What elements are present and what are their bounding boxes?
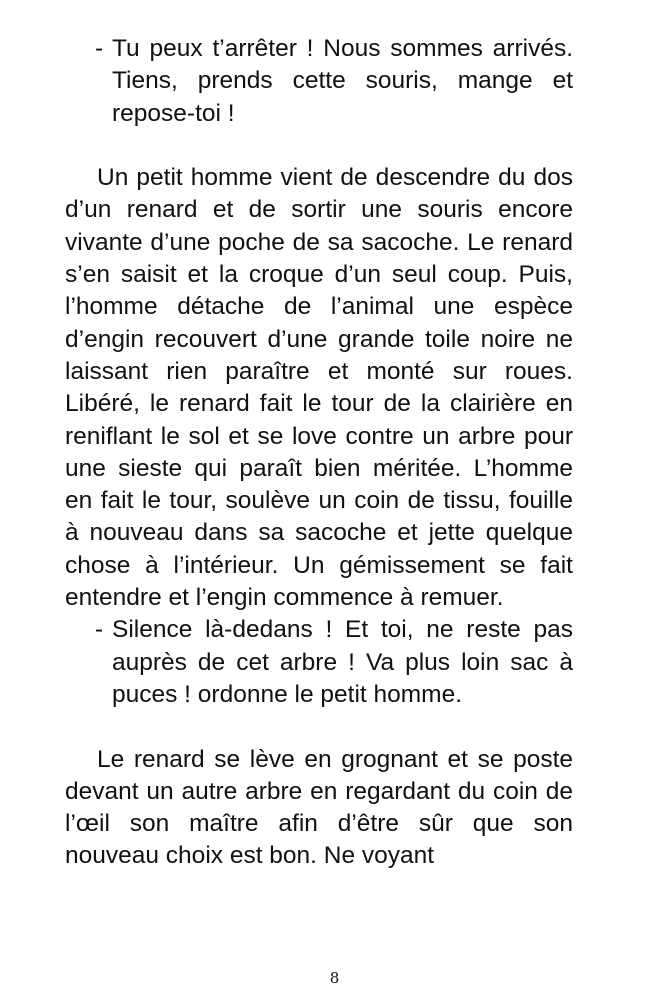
page-text bbox=[65, 33, 573, 873]
dialogue-dash: - bbox=[95, 616, 104, 644]
paragraph-2: Le renard se lève en grognant et se poste devant un autre arbre en regardant du coin de l’œil son maître afin d’être sûr que son nouveau choix est bon. Ne voyant bbox=[65, 745, 573, 870]
dialogue-text: Silence là-dedans ! Et toi, ne reste pas auprès de cet arbre ! Va plus loin sac à puces ! ordonne le petit homme. bbox=[112, 616, 573, 708]
blank-line bbox=[65, 130, 573, 162]
dialogue-dash: - bbox=[95, 35, 104, 62]
paragraph-1: Un petit homme vient de descendre du dos d’un renard et de sortir une souris encore vivante d’une poche de sa sacoche. Le renard s’en saisit et la croque d’un seul coup. Puis, l’homme détache de l’animal une espèce d’engin recouvert d’une grande toile noire ne laissant rien paraître et monté sur roues. Libéré, le renard fait le tour de la clairière en reniflant le sol et se love contre un arbre pour une sieste qui paraît bien méritée. L’homme en fait le tour, soulève un coin de tissu, fouille à nouveau dans sa sacoche et jette quelque chose à l’intérieur. Un gémissement se fait entendre et l’engin commence à remuer. bbox=[65, 164, 573, 612]
dialogue-text: Tu peux t’arrêter ! Nous sommes arrivés. Tiens, prends cette souris, mange et repose-toi ! bbox=[112, 35, 573, 127]
page-number: 8 bbox=[329, 969, 340, 987]
blank-line bbox=[65, 711, 573, 743]
dialogue-line-2 bbox=[65, 614, 573, 711]
dialogue-line-1 bbox=[65, 33, 573, 130]
